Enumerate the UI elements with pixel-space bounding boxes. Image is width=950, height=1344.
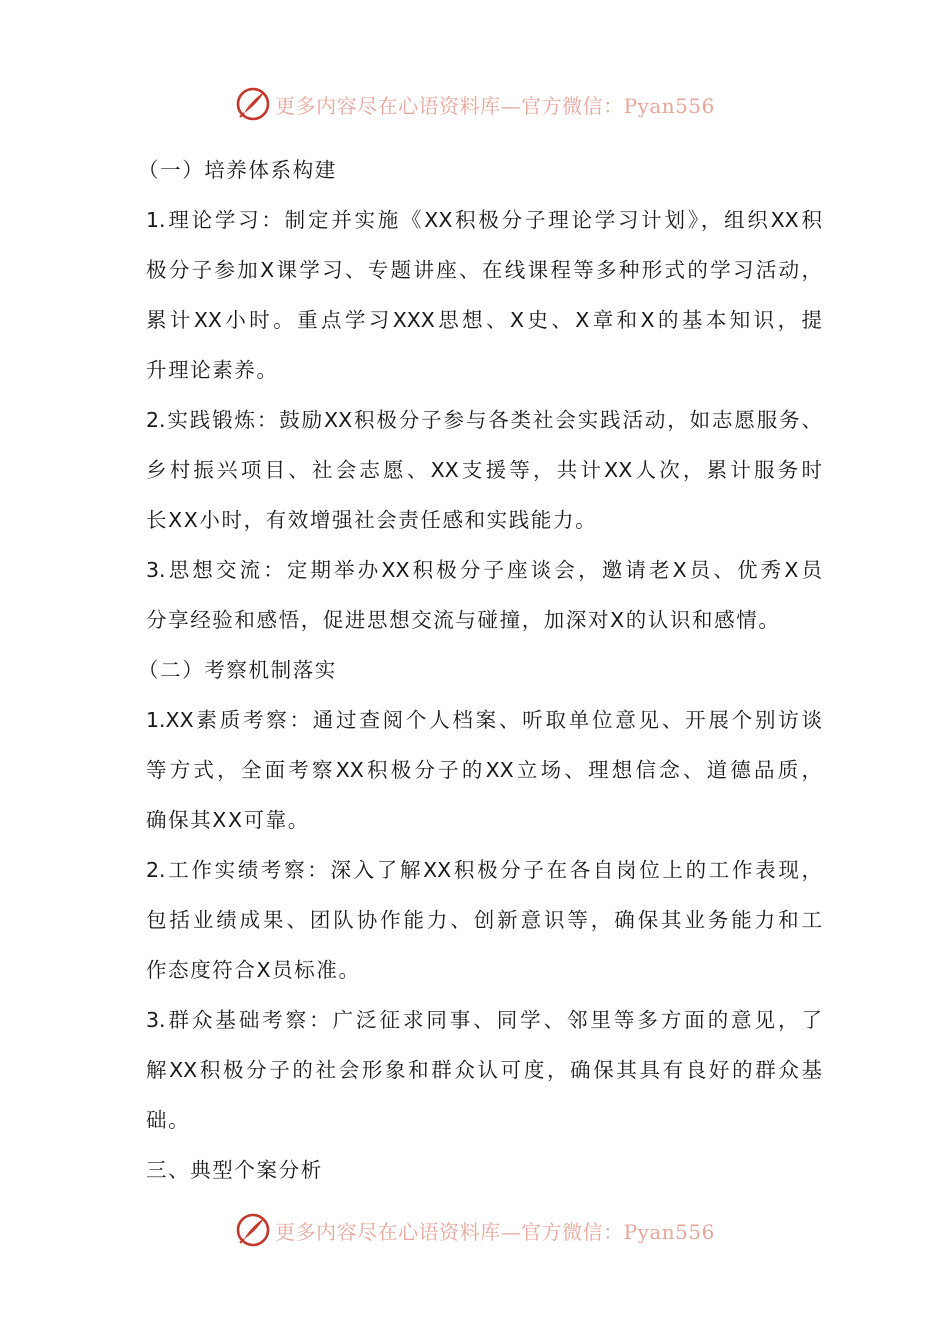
paragraph-line: 极分子参加X课学习、专题讲座、在线课程等多种形式的学习活动， <box>146 258 822 282</box>
watermark-header <box>0 84 950 124</box>
paragraph-line: 乡村振兴项目、社会志愿、XX支援等，共计XX人次，累计服务时 <box>146 458 822 482</box>
paragraph-line: 1.理论学习：制定并实施《XX积极分子理论学习计划》，组织XX积 <box>146 208 822 232</box>
section-heading: （二）考察机制落实 <box>138 658 337 682</box>
paragraph-line: 作态度符合X员标准。 <box>146 958 361 982</box>
paragraph-line: 升理论素养。 <box>146 358 279 382</box>
paragraph-line: 分享经验和感悟，促进思想交流与碰撞，加深对X的认识和感情。 <box>146 608 781 632</box>
section-heading: （一）培养体系构建 <box>138 158 337 182</box>
paragraph-line: 包括业绩成果、团队协作能力、创新意识等，确保其业务能力和工 <box>146 908 822 932</box>
paragraph-line: 础。 <box>146 1108 191 1132</box>
quill-logo-icon <box>235 1212 271 1248</box>
section-heading: 三、典型个案分析 <box>146 1158 323 1182</box>
paragraph-line: 累计XX小时。重点学习XXX思想、X史、X章和X的基本知识，提 <box>146 308 822 332</box>
paragraph-line: 确保其XX可靠。 <box>146 808 310 832</box>
paragraph-line: 长XX小时，有效增强社会责任感和实践能力。 <box>146 508 598 532</box>
paragraph-line: 2.工作实绩考察：深入了解XX积极分子在各自岗位上的工作表现， <box>146 858 822 882</box>
paragraph-line: 3.群众基础考察：广泛征求同事、同学、邻里等多方面的意见，了 <box>146 1008 822 1032</box>
paragraph-line: 等方式，全面考察XX积极分子的XX立场、理想信念、道德品质， <box>146 758 822 782</box>
watermark-footer <box>0 1210 950 1250</box>
document-body <box>138 145 822 1195</box>
watermark-text: 更多内容尽在心语资料库—官方微信：Pyan556 <box>275 93 715 118</box>
paragraph-line: 3.思想交流：定期举办XX积极分子座谈会，邀请老X员、优秀X员 <box>146 558 822 582</box>
paragraph-line: 1.XX素质考察：通过查阅个人档案、听取单位意见、开展个别访谈 <box>146 708 822 732</box>
paragraph-line: 解XX积极分子的社会形象和群众认可度，确保其具有良好的群众基 <box>146 1058 822 1082</box>
watermark-text: 更多内容尽在心语资料库—官方微信：Pyan556 <box>275 1219 715 1244</box>
paragraph-line: 2.实践锻炼：鼓励XX积极分子参与各类社会实践活动，如志愿服务、 <box>146 408 822 432</box>
quill-logo-icon <box>235 86 271 122</box>
